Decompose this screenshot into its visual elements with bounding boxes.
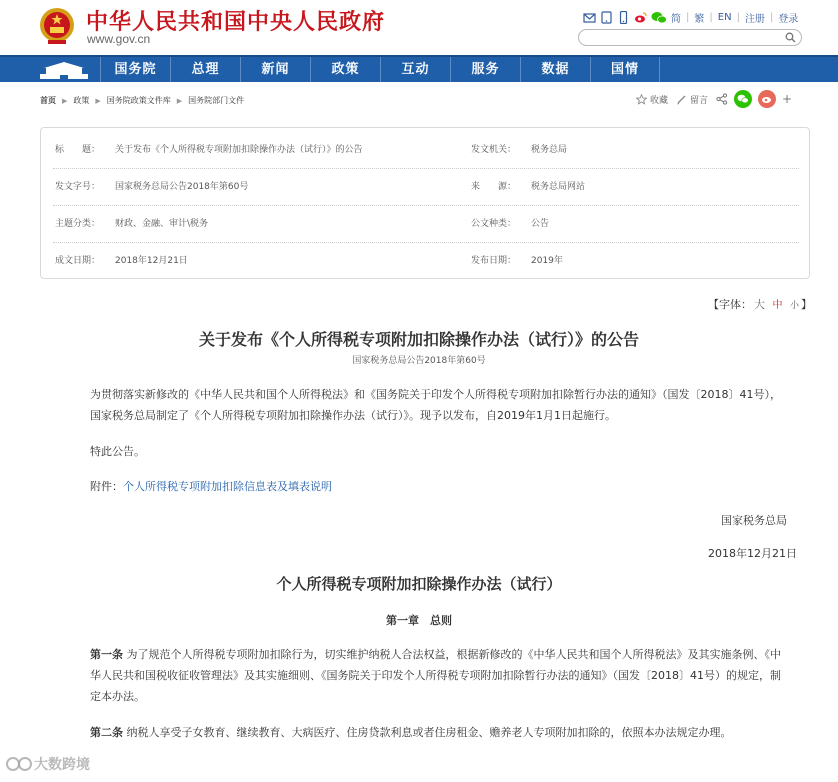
search-input[interactable] — [587, 35, 782, 50]
article-subtitle: 国家税务总局公告2018年第60号 — [352, 356, 486, 366]
issuer-label: 发文机关： — [471, 145, 517, 155]
font-size-suffix: 】 — [801, 298, 813, 311]
info-row — [53, 169, 799, 206]
nav-item-data[interactable]: 数据 — [520, 57, 590, 82]
phone-icon[interactable] — [617, 11, 630, 24]
weibo-share-button[interactable] — [758, 90, 776, 108]
category-value: 财政、金融、审计\税务 — [115, 219, 209, 229]
breadcrumb-arrow-icon: ▶ — [176, 96, 183, 105]
nav-item-services[interactable]: 服务 — [450, 57, 520, 82]
login-link[interactable]: 登录 — [778, 13, 799, 25]
search-box — [578, 29, 802, 46]
favorite-button[interactable] — [636, 93, 668, 106]
wechat-icon — [737, 94, 749, 104]
source-value: 税务总局网站 — [531, 182, 586, 192]
clause-text: 为了规范个人所得税专项附加扣除行为，切实维护纳税人合法权益，根据新修改的《中华人民共和国个人所得税法》及其实施条例、《中华人民共和国税收征收管理法》及其实施细则、《国务院关于印发个人所得税专项附加扣除暂行办法的通知》（国发〔2018〕41号）的规定，制定本办法。 — [90, 648, 781, 703]
comment-button[interactable] — [676, 93, 708, 106]
register-link[interactable]: 注册 — [744, 13, 765, 25]
site-title[interactable]: 中华人民共和国中央人民政府 — [86, 9, 386, 35]
article-title: 关于发布《个人所得税专项附加扣除操作办法（试行）》的公告 — [198, 330, 639, 349]
share-icon[interactable] — [716, 93, 728, 105]
font-size-control — [708, 296, 812, 312]
star-icon — [636, 94, 647, 105]
breadcrumb-arrow-icon: ▶ — [95, 96, 101, 105]
weibo-icon[interactable] — [634, 11, 647, 24]
attachment-line — [62, 476, 782, 497]
font-size-small[interactable]: 小 — [790, 301, 800, 311]
weibo-icon — [761, 94, 773, 104]
signer: 国家税务总局 — [721, 514, 787, 527]
top-tools — [583, 8, 798, 26]
doc-type-value: 公告 — [531, 219, 550, 229]
source-label: 来 源： — [471, 182, 517, 192]
font-size-prefix: 【字体： — [708, 298, 752, 311]
more-button[interactable]: + — [782, 92, 793, 106]
nav-item-news[interactable]: 新闻 — [240, 57, 310, 82]
divider: | — [686, 11, 690, 23]
breadcrumb-home[interactable]: 首页 — [40, 96, 56, 105]
font-size-large[interactable]: 大 — [754, 298, 765, 311]
breadcrumb — [40, 95, 244, 106]
wechat-icon[interactable] — [651, 11, 667, 24]
nav-items — [100, 57, 660, 82]
pen-icon — [676, 94, 687, 105]
title-value: 关于发布《个人所得税专项附加扣除操作办法（试行）》的公告 — [115, 145, 363, 155]
clause-label: 第二条 — [90, 726, 123, 739]
issuer-value: 税务总局 — [531, 145, 568, 155]
doc-type-label: 公文种类： — [471, 219, 517, 229]
clause-label: 第一条 — [90, 648, 123, 661]
nav-item-interaction[interactable]: 互动 — [380, 57, 450, 82]
article-clause — [62, 722, 782, 743]
nav-item-premier[interactable]: 总理 — [170, 57, 240, 82]
info-row — [53, 132, 799, 169]
breadcrumb-arrow-icon: ▶ — [62, 96, 68, 105]
doc-number-label: 发文字号： — [55, 182, 101, 192]
article-clause — [62, 644, 782, 707]
favorite-label: 收藏 — [650, 95, 669, 106]
info-row — [53, 206, 799, 243]
mail-icon[interactable] — [583, 11, 596, 24]
document-info-table — [40, 127, 810, 279]
title-label: 标 题： — [55, 145, 101, 155]
watermark-text: 大数跨境 — [34, 757, 90, 773]
divider: | — [709, 11, 713, 23]
clause-text: 纳税人享受子女教育、继续教育、大病医疗、住房贷款利息或者住房租金、赡养老人专项附加扣除的，依照本办法规定办理。 — [126, 726, 732, 739]
category-label: 主题分类： — [55, 219, 101, 229]
nav-item-national-info[interactable]: 国情 — [590, 57, 660, 82]
divider: | — [736, 11, 740, 23]
comment-label: 留言 — [690, 95, 709, 106]
info-row — [53, 243, 799, 280]
nav-item-policy[interactable]: 政策 — [310, 57, 380, 82]
published-date-label: 发布日期： — [471, 256, 517, 266]
article-paragraph: 特此公告。 — [90, 445, 145, 458]
tiananmen-icon[interactable] — [36, 59, 92, 81]
lang-traditional-link[interactable]: 繁 — [694, 13, 705, 25]
attachment-link[interactable]: 个人所得税专项附加扣除信息表及填表说明 — [123, 480, 332, 493]
breadcrumb-policy[interactable]: 政策 — [73, 96, 90, 105]
divider: | — [769, 11, 774, 23]
tablet-icon[interactable] — [600, 11, 613, 24]
watermark — [6, 754, 90, 774]
attachment-label: 附件： — [90, 480, 123, 493]
national-emblem-icon[interactable] — [38, 6, 76, 46]
created-date-label: 成文日期： — [55, 256, 101, 266]
breadcrumb-dept-docs[interactable]: 国务院部门文件 — [188, 96, 245, 105]
chapter-heading: 第一章 总则 — [386, 614, 452, 627]
breadcrumb-policy-library[interactable]: 国务院政策文件库 — [106, 96, 171, 105]
section-heading: 个人所得税专项附加扣除操作办法（试行） — [276, 575, 562, 593]
search-icon[interactable] — [785, 32, 796, 43]
wechat-share-button[interactable] — [734, 90, 752, 108]
published-date-value: 2019年 — [531, 256, 563, 266]
created-date-value: 2018年12月21日 — [115, 256, 188, 266]
lang-simplified-link[interactable]: 简 — [671, 13, 681, 25]
article-actions — [636, 90, 792, 108]
font-size-medium[interactable]: 中 — [772, 300, 783, 311]
watermark-logo-icon — [6, 755, 34, 773]
site-domain: www.gov.cn — [87, 32, 151, 46]
doc-number-value: 国家税务总局公告2018年第60号 — [115, 182, 249, 192]
signed-date: 2018年12月21日 — [708, 547, 797, 560]
article-paragraph: 为贯彻落实新修改的《中华人民共和国个人所得税法》和《国务院关于印发个人所得税专项附加扣除暂行办法的通知》（国发〔2018〕41号），国家税务总局制定了《个人所得税专项附加扣除操作办法（试行）》。现予以发布，自2019年1月1日起施行。 — [90, 388, 781, 422]
site-header — [0, 0, 838, 56]
nav-item-state-council[interactable]: 国务院 — [100, 57, 170, 82]
lang-english-link[interactable]: EN — [717, 11, 732, 23]
main-nav — [0, 55, 838, 82]
